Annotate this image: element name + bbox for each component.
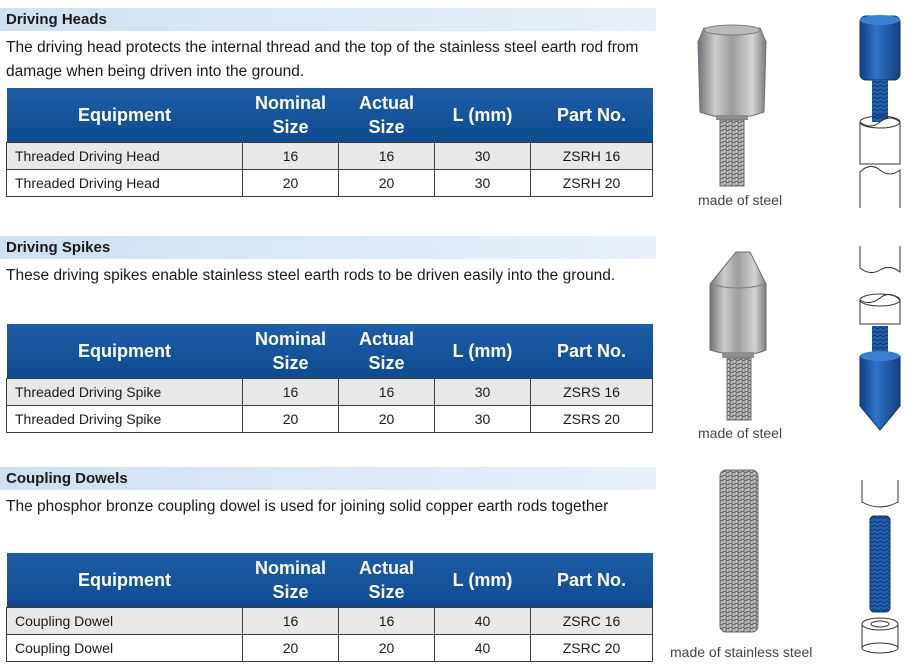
table-cell: Threaded Driving Head <box>7 143 243 170</box>
column-header: Equipment <box>7 553 243 608</box>
coupling-dowel-photo <box>714 466 764 636</box>
table-cell: 16 <box>339 608 435 635</box>
section-title: Coupling Dowels <box>0 467 656 490</box>
table-cell: 16 <box>243 379 339 406</box>
table-cell: 16 <box>243 608 339 635</box>
table-cell: Threaded Driving Spike <box>7 406 243 433</box>
driving-head-photo <box>690 20 790 190</box>
table-row <box>7 608 653 635</box>
table-cell: 30 <box>435 406 531 433</box>
table-cell: 20 <box>243 406 339 433</box>
table-row <box>7 170 653 197</box>
table-cell: 30 <box>435 143 531 170</box>
column-header: L (mm) <box>435 324 531 379</box>
table-cell: 30 <box>435 170 531 197</box>
table-cell: Threaded Driving Spike <box>7 379 243 406</box>
table-cell: Threaded Driving Head <box>7 170 243 197</box>
caption: made of steel <box>698 192 783 208</box>
column-header: Actual Size <box>339 324 435 379</box>
table-cell: 20 <box>339 635 435 662</box>
table-cell: ZSRH 16 <box>531 143 653 170</box>
column-header: Actual Size <box>339 553 435 608</box>
table-cell: 20 <box>243 635 339 662</box>
table-cell: 20 <box>243 170 339 197</box>
table-cell: ZSRS 20 <box>531 406 653 433</box>
table-row <box>7 406 653 433</box>
column-header: Nominal Size <box>243 88 339 143</box>
table-cell: Coupling Dowel <box>7 635 243 662</box>
section-description: These driving spikes enable stainless steel earth rods to be driven easily into the ground. <box>6 267 616 284</box>
column-header: L (mm) <box>435 88 531 143</box>
column-header: Actual Size <box>339 88 435 143</box>
column-header: Part No. <box>531 324 653 379</box>
table-cell: ZSRC 20 <box>531 635 653 662</box>
column-header: Part No. <box>531 553 653 608</box>
spec-table <box>6 88 653 197</box>
section-title: Driving Spikes <box>0 236 656 259</box>
spec-table <box>6 553 653 662</box>
column-header: Nominal Size <box>243 553 339 608</box>
section-description: The phosphor bronze coupling dowel is used for joining solid copper earth rods together <box>6 498 609 515</box>
table-cell: ZSRC 16 <box>531 608 653 635</box>
column-header: Equipment <box>7 88 243 143</box>
caption: made of steel <box>698 425 783 441</box>
column-header: Nominal Size <box>243 324 339 379</box>
coupling-dowel-diagram <box>852 476 908 656</box>
section-description: The driving head protects the internal thread and the top of the stainless steel earth rod from damage when being driven into the ground. <box>6 39 639 80</box>
table-cell: 16 <box>339 143 435 170</box>
table-cell: Coupling Dowel <box>7 608 243 635</box>
caption: made of stainless steel <box>670 644 813 660</box>
table-cell: 40 <box>435 608 531 635</box>
spec-table <box>6 324 653 433</box>
table-cell: 20 <box>339 406 435 433</box>
column-header: Part No. <box>531 88 653 143</box>
table-cell: 16 <box>243 143 339 170</box>
table-cell: ZSRS 16 <box>531 379 653 406</box>
table-cell: 20 <box>339 170 435 197</box>
column-header: Equipment <box>7 324 243 379</box>
table-cell: 30 <box>435 379 531 406</box>
table-row <box>7 379 653 406</box>
table-cell: 16 <box>339 379 435 406</box>
table-row <box>7 143 653 170</box>
table-row <box>7 635 653 662</box>
driving-spike-photo <box>700 246 790 424</box>
table-cell: 40 <box>435 635 531 662</box>
driving-head-diagram <box>852 12 908 212</box>
driving-spike-diagram <box>852 242 908 432</box>
column-header: L (mm) <box>435 553 531 608</box>
table-cell: ZSRH 20 <box>531 170 653 197</box>
section-title: Driving Heads <box>0 8 656 31</box>
